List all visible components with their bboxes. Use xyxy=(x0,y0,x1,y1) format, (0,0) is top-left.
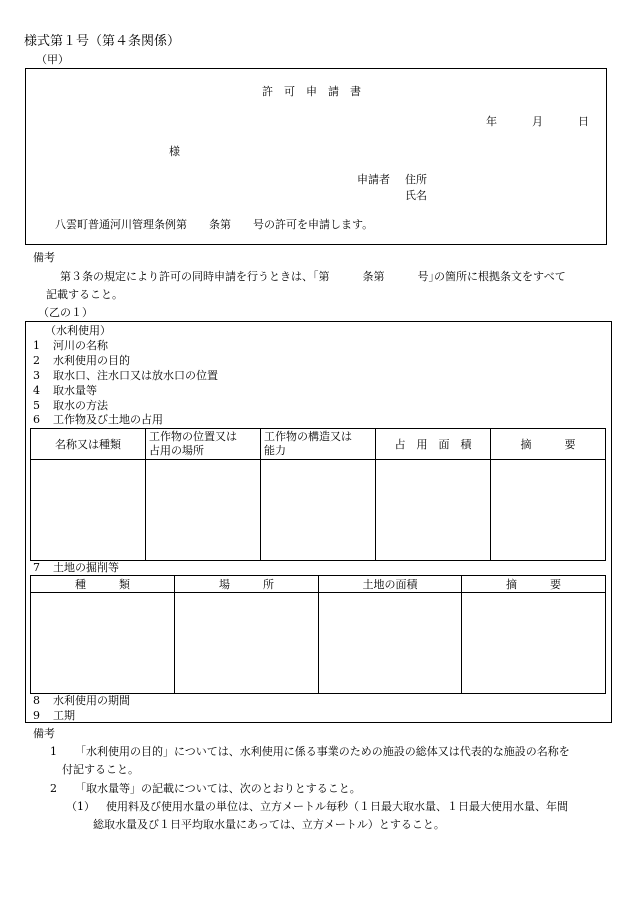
excavation-input-row[interactable] xyxy=(31,593,606,694)
item-3-num: 3 xyxy=(33,369,40,382)
item-1-text: 河川の名称 xyxy=(53,339,108,352)
occupancy-cell-location[interactable] xyxy=(146,460,261,561)
section-kou: （甲） xyxy=(36,53,69,66)
item-9-text: 工期 xyxy=(53,709,75,722)
date-day[interactable]: 日 xyxy=(578,115,589,128)
application-heading: 許 可 申 請 書 xyxy=(262,85,361,98)
item-3-text: 取水口、注水口又は放水口の位置 xyxy=(53,369,218,382)
item-6-num: 6 xyxy=(33,413,40,426)
note2-item1-num: 1 xyxy=(50,745,57,758)
occupancy-header-name: 名称又は種類 xyxy=(31,429,146,460)
water-use-heading: （水利使用） xyxy=(45,324,111,337)
form-title: 様式第１号（第４条関係） xyxy=(24,34,181,49)
section-otsu: （乙の１） xyxy=(38,306,93,319)
note2-item2-text: 「取水量等」の記載については、次のとおりとすること。 xyxy=(75,782,361,795)
occupancy-header-row xyxy=(31,429,606,460)
address-label[interactable]: 住所 xyxy=(405,173,427,186)
note2-sub1-line1: 使用料及び使用水量の単位は、立方メートル毎秒（１日最大取水量、１日最大使用水量、年間 xyxy=(106,800,568,813)
note1-label: 備考 xyxy=(33,251,55,264)
occupancy-header-location: 工作物の位置又は 占用の場所 xyxy=(146,429,261,460)
note2-item1-line1: 「水利使用の目的」については、水利使用に係る事業のための施設の総体又は代表的な施設の名称を xyxy=(75,745,570,758)
date-month[interactable]: 月 xyxy=(532,115,543,128)
note2-label: 備考 xyxy=(33,727,55,740)
item-2-text: 水利使用の目的 xyxy=(53,354,130,367)
item-1-num: 1 xyxy=(33,339,40,352)
excavation-header-place: 場 所 xyxy=(175,576,319,593)
item-8-num: 8 xyxy=(33,694,40,707)
item-5-num: 5 xyxy=(33,399,40,412)
occupancy-header-remarks: 摘 要 xyxy=(491,429,606,460)
excavation-header-area: 土地の面積 xyxy=(319,576,462,593)
item-7-text: 土地の掘削等 xyxy=(53,561,119,574)
excavation-header-type: 種 類 xyxy=(31,576,175,593)
date-year[interactable]: 年 xyxy=(486,115,497,128)
occupancy-header-area: 占 用 面 積 xyxy=(376,429,491,460)
occupancy-header-structure: 工作物の構造又は 能力 xyxy=(261,429,376,460)
occupancy-cell-structure[interactable] xyxy=(261,460,376,561)
item-6-text: 工作物及び土地の占用 xyxy=(53,413,163,426)
note2-item2-num: 2 xyxy=(50,782,57,795)
note2-sub1-num: （1） xyxy=(66,800,95,813)
note1-line2: 記載すること。 xyxy=(46,288,123,301)
excavation-cell-remarks[interactable] xyxy=(462,593,606,694)
occupancy-cell-name[interactable] xyxy=(31,460,146,561)
note1-line1: 第３条の規定により許可の同時申請を行うときは、｢第 条第 号｣の箇所に根拠条文をすべて xyxy=(60,270,566,283)
occupancy-input-row[interactable] xyxy=(31,460,606,561)
occupancy-table xyxy=(30,428,606,561)
name-label[interactable]: 氏名 xyxy=(405,189,427,202)
occupancy-cell-area[interactable] xyxy=(376,460,491,561)
excavation-cell-area[interactable] xyxy=(319,593,462,694)
item-4-num: 4 xyxy=(33,384,40,397)
excavation-header-remarks: 摘 要 xyxy=(462,576,606,593)
occupancy-cell-remarks[interactable] xyxy=(491,460,606,561)
note2-sub1-line2: 総取水量及び１日平均取水量にあっては、立方メートル）とすること。 xyxy=(93,818,445,831)
excavation-cell-type[interactable] xyxy=(31,593,175,694)
application-statement: 八雲町普通河川管理条例第 条第 号の許可を申請します。 xyxy=(55,218,374,231)
item-7-num: 7 xyxy=(33,561,40,574)
excavation-header-row xyxy=(31,576,606,593)
item-2-num: 2 xyxy=(33,354,40,367)
item-8-text: 水利使用の期間 xyxy=(53,694,130,707)
applicant-label: 申請者 xyxy=(357,173,390,186)
item-5-text: 取水の方法 xyxy=(53,399,108,412)
excavation-cell-place[interactable] xyxy=(175,593,319,694)
addressee-suffix: 様 xyxy=(169,145,180,158)
item-9-num: 9 xyxy=(33,709,40,722)
item-4-text: 取水量等 xyxy=(53,384,97,397)
excavation-table xyxy=(30,575,606,694)
note2-item1-line2: 付記すること。 xyxy=(62,763,139,776)
